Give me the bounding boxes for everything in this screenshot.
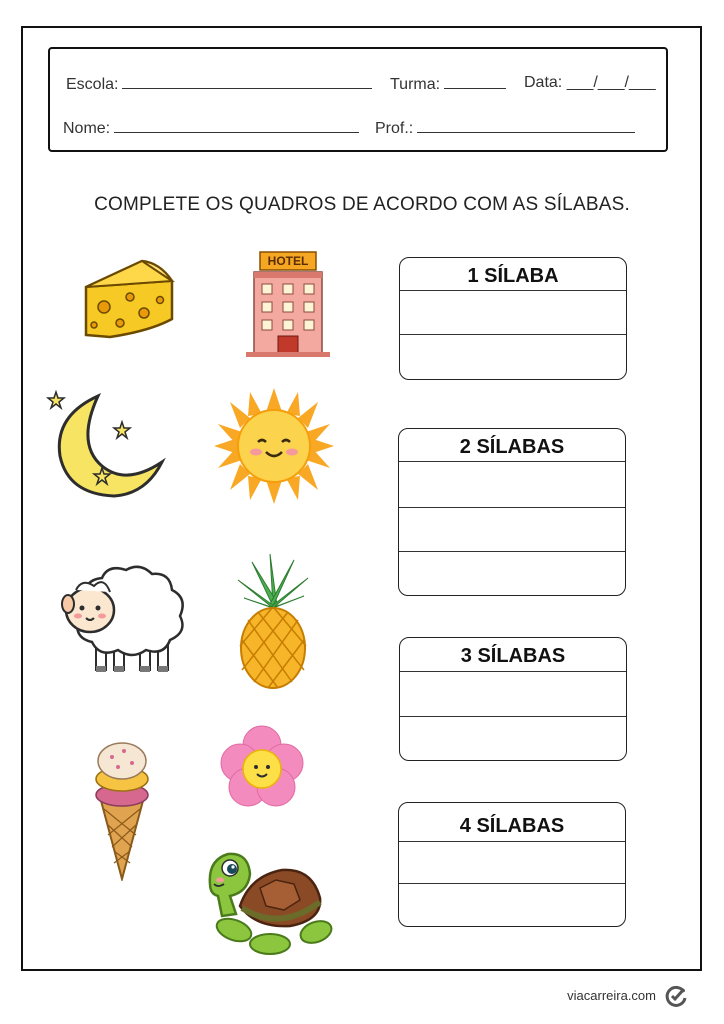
turtle-icon xyxy=(190,836,336,960)
student-info-box xyxy=(48,47,668,152)
answer-line[interactable] xyxy=(399,507,625,508)
date-field[interactable] xyxy=(524,74,656,92)
footer-site-link[interactable]: viacarreira.com xyxy=(567,988,656,1003)
box-title: 4 SÍLABAS xyxy=(459,815,565,837)
sun-icon xyxy=(214,388,334,504)
instruction-text: COMPLETE OS QUADROS DE ACORDO COM AS SÍLABAS. xyxy=(94,194,630,215)
school-line[interactable] xyxy=(122,74,372,89)
date-blank[interactable]: ___/___/___ xyxy=(566,74,656,91)
class-line[interactable] xyxy=(444,74,506,89)
answer-line[interactable] xyxy=(400,671,626,672)
school-label: Escola: xyxy=(66,76,119,93)
box-1-syllable xyxy=(399,257,627,380)
box-title: 2 SÍLABAS xyxy=(459,436,565,458)
answer-line[interactable] xyxy=(399,461,625,462)
teacher-label: Prof.: xyxy=(375,120,414,137)
name-label: Nome: xyxy=(63,120,111,137)
name-line[interactable] xyxy=(114,118,359,133)
pineapple-icon xyxy=(234,550,312,690)
answer-line[interactable] xyxy=(399,551,625,552)
sheep-icon xyxy=(56,560,190,678)
hotel-sign-text: HOTEL xyxy=(267,254,309,268)
answer-line[interactable] xyxy=(400,716,626,717)
answer-line[interactable] xyxy=(399,883,625,884)
hotel-icon xyxy=(242,250,332,358)
answer-line[interactable] xyxy=(399,841,625,842)
teacher-field[interactable] xyxy=(375,118,635,138)
date-label: Data: xyxy=(524,74,563,91)
checkmark-logo-icon xyxy=(664,984,688,1008)
moon-icon xyxy=(46,390,170,502)
box-4-syllables xyxy=(398,802,626,927)
school-field[interactable] xyxy=(66,74,372,94)
flower-icon xyxy=(218,725,306,809)
box-2-syllables xyxy=(398,428,626,596)
box-title: 3 SÍLABAS xyxy=(460,645,566,667)
answer-line[interactable] xyxy=(400,290,626,291)
answer-line[interactable] xyxy=(400,334,626,335)
class-field[interactable] xyxy=(390,74,506,94)
class-label: Turma: xyxy=(390,76,441,93)
box-title: 1 SÍLABA xyxy=(467,265,559,287)
ice-cream-icon xyxy=(90,735,154,881)
box-3-syllables xyxy=(399,637,627,761)
teacher-line[interactable] xyxy=(417,118,635,133)
cheese-icon xyxy=(80,255,176,341)
name-field[interactable] xyxy=(63,118,359,138)
